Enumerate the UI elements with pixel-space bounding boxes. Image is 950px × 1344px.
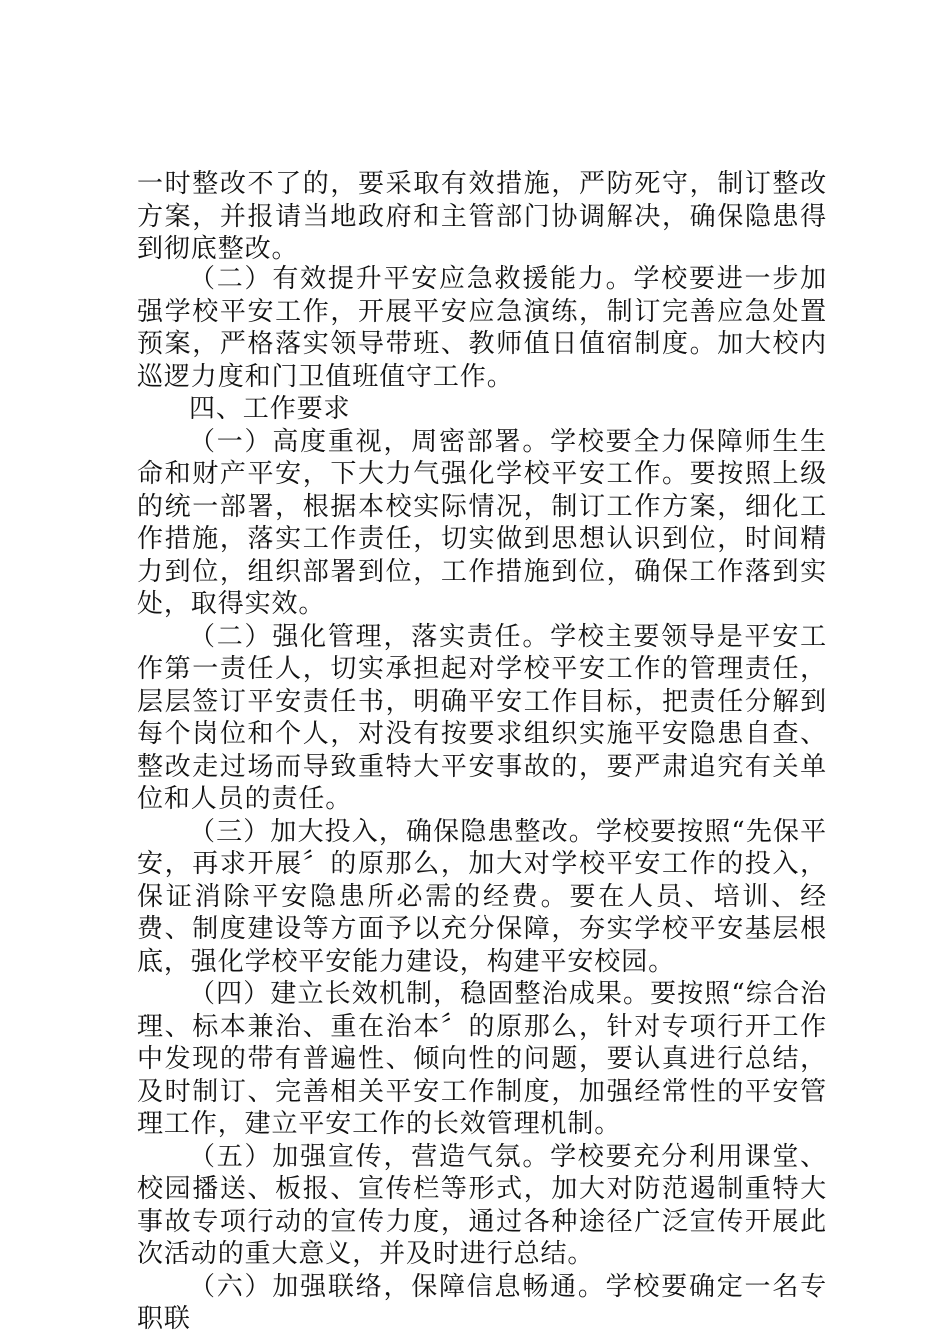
section-heading-work-requirements: 四、工作要求 (189, 394, 351, 424)
paragraph-requirement-2: （二）强化管理，落实责任。学校主要领导是平安工作第一责任人，切实承担起对学校平安工作的管理责任，层层签订平安责任书，明确平安工作目标，把责任分解到每个岗位和个人，对没有按要求组织实施平安隐患自查、整改走过场而导致重特大平安事故的，要严肃追究有关单位和人员的责任。 (137, 621, 827, 814)
paragraph-continuation: 一时整改不了的，要采取有效措施，严防死守，制订整改方案，并报请当地政府和主管部门协调解决，确保隐患得到彻底整改。 (137, 169, 827, 264)
paragraph-requirement-1: （一）高度重视，周密部署。学校要全力保障师生生命和财产平安，下大力气强化学校平安工作。要按照上级的统一部署，根据本校实际情况，制订工作方案，细化工作措施，落实工作责任，切实做到思想认识到位，时间精力到位，组织部署到位，工作措施到位，确保工作落到实处，取得实效。 (137, 426, 827, 619)
paragraph-requirement-4: （四）建立长效机制，稳固整治成果。要按照“综合治理、标本兼治、重在治本〞的原那么，针对专项行开工作中发现的带有普遍性、倾向性的问题，要认真进行总结，及时制订、完善相关平安工作制度，加强经常性的平安管理工作，建立平安工作的长效管理机制。 (137, 979, 827, 1139)
main-text-block (137, 263, 827, 1336)
paragraph-requirement-3: （三）加大投入，确保隐患整改。学校要按照“先保平安，再求开展〞的原那么，加大对学校平安工作的投入，保证消除平安隐患所必需的经费。要在人员、培训、经费、制度建设等方面予以充分保障，夯实学校平安基层根底，强化学校平安能力建设，构建平安校园。 (137, 816, 827, 977)
top-text-block (137, 168, 827, 266)
paragraph-requirement-5: （五）加强宣传，营造气氛。学校要充分利用课堂、校园播送、板报、宣传栏等形式，加大对防范遏制重特大事故专项行动的宣传力度，通过各种途径广泛宣传开展此次活动的重大意义，并及时进行总结。 (137, 1141, 827, 1269)
paragraph-emergency-rescue: （二）有效提升平安应急救援能力。学校要进一步加强学校平安工作，开展平安应急演练，制订完善应急处置预案，严格落实领导带班、教师值日值宿制度。加大校内巡逻力度和门卫值班值守工作。 (137, 264, 827, 392)
paragraph-requirement-6: （六）加强联络，保障信息畅通。学校要确定一名专职联 (137, 1271, 827, 1334)
